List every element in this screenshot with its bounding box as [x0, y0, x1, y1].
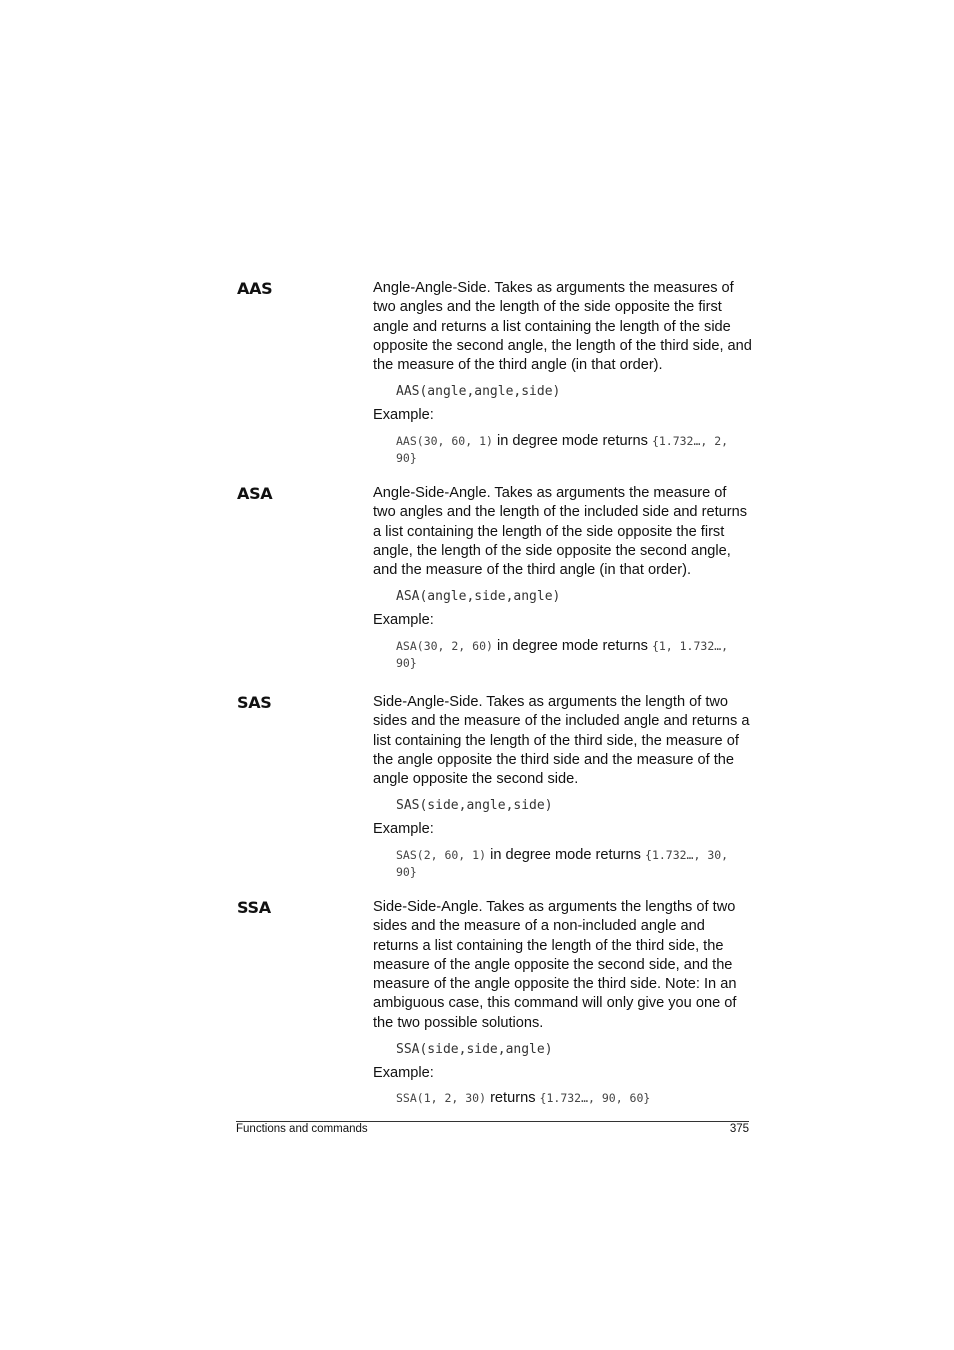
term-title: SSA [237, 898, 271, 917]
example [396, 1090, 753, 1107]
example-text: in degree mode returns [486, 846, 646, 863]
example-label: Example: [373, 612, 434, 629]
example-input: SAS(2, 60, 1) [396, 847, 487, 862]
footer-divider [236, 1121, 749, 1122]
example [396, 847, 753, 881]
footer-section-title: Functions and commands [236, 1123, 368, 1135]
example-label: Example: [373, 821, 434, 838]
term-title: AAS [237, 279, 273, 298]
description: Angle-Side-Angle. Takes as arguments the measure of two angles and the length of the included side and returns a list containing the length of the side opposite the first angle, the length of the side opposite the second angle, and the measure of the third angle (in that order). [373, 485, 748, 579]
example-input: ASA(30, 2, 60) [396, 638, 493, 653]
page-number: 375 [729, 1123, 749, 1135]
example-text: in degree mode returns [492, 637, 652, 654]
syntax: SAS(side,angle,side) [396, 798, 553, 814]
example-label: Example: [373, 407, 434, 424]
example-label: Example: [373, 1065, 434, 1082]
example [396, 433, 753, 467]
description: Side-Side-Angle. Takes as arguments the lengths of two sides and the measure of a non-included angle and returns a list containing the length of the third side, the measure of the angle opposite the second side, and the measure of the angle opposite the third side. Note: In an ambiguous case, this command will only give you one of the two possible solutions. [373, 899, 737, 1031]
term-title: ASA [237, 484, 273, 503]
term-description-block [373, 898, 753, 1107]
example-input: SSA(1, 2, 30) [396, 1091, 487, 1106]
example-output: {1.732…, 90, 60} [539, 1091, 651, 1106]
syntax: SSA(side,side,angle) [396, 1042, 553, 1058]
term-description-block [373, 279, 753, 467]
term-title: SAS [237, 693, 272, 712]
example [396, 638, 753, 672]
syntax: ASA(angle,side,angle) [396, 589, 561, 605]
example-output: {1.732…, 2, 90} [396, 433, 729, 465]
example-output: {1.732…, 30, 90} [396, 847, 729, 879]
description: Angle-Angle-Side. Takes as arguments the measures of two angles and the length of the side opposite the first angle and returns a list containing the length of the side opposite the second angle, the length of the third side, and the measure of the third angle (in that order). [373, 280, 752, 374]
example-input: AAS(30, 60, 1) [396, 433, 493, 448]
example-text: returns [486, 1090, 540, 1107]
example-output: {1, 1.732…, 90} [396, 638, 729, 670]
term-description-block [373, 484, 753, 672]
term-description-block [373, 693, 753, 881]
syntax: AAS(angle,angle,side) [396, 384, 561, 400]
example-text: in degree mode returns [492, 432, 652, 449]
description: Side-Angle-Side. Takes as arguments the length of two sides and the measure of the included angle and returns a list containing the length of the third side, the measure of the angle opposite the third side and the measure of the angle opposite the second side. [373, 694, 750, 788]
